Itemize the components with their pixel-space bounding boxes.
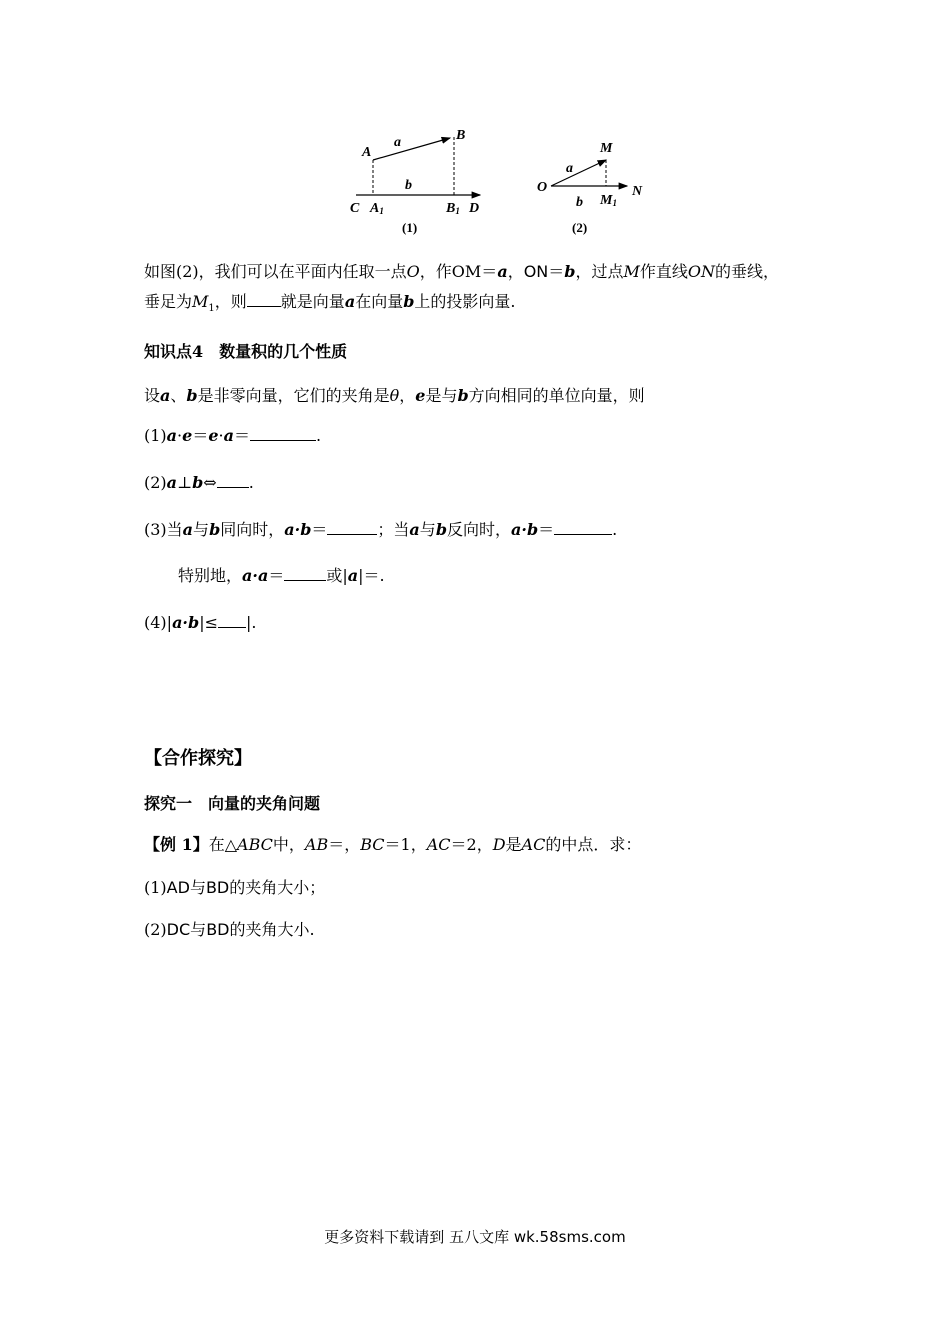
vector-a: a (166, 473, 178, 492)
segment-BC: BC (360, 835, 385, 854)
perp-symbol: ⊥ (177, 473, 193, 492)
vector-BD: BD (206, 920, 230, 939)
text: 与 (419, 520, 436, 539)
angle-theta: θ (389, 386, 400, 405)
text: ＝2， (450, 835, 493, 854)
text: 在向量 (355, 292, 404, 311)
section-heading: 【合作探究】 (144, 748, 252, 769)
label-N: N (632, 184, 643, 199)
label-O: O (537, 180, 548, 195)
vector-b: b (186, 386, 198, 405)
dot-product: a·a (242, 566, 269, 585)
vector-a: a (497, 262, 508, 281)
text: 在△ (208, 835, 238, 854)
equals: ＝ (538, 520, 555, 539)
text: |. (245, 613, 257, 632)
property-4 (144, 611, 256, 635)
text: |≤ (199, 613, 218, 632)
question-2 (144, 918, 315, 942)
text: |＝. (358, 566, 385, 585)
vector-e: e (415, 386, 426, 405)
vector-AD: AD (166, 878, 190, 897)
text: 方向相同的单位向量，则 (468, 386, 645, 405)
vector-b: b (457, 386, 469, 405)
equals: ＝ (234, 426, 251, 445)
text: 与 (189, 878, 206, 897)
text: 设 (144, 386, 161, 405)
equals: ＝ (268, 566, 285, 585)
vector-a: a (160, 386, 171, 405)
text: 或| (326, 566, 348, 585)
equals: ＝ (192, 426, 209, 445)
label-B1: B1 (446, 201, 460, 216)
segment-AC: AC (521, 835, 546, 854)
example-label: 【例 1】 (144, 835, 209, 854)
item-number: (1) (144, 426, 167, 445)
text: 与 (193, 520, 210, 539)
question-1 (144, 876, 325, 900)
label-C: C (350, 201, 360, 216)
explore-1-title: 探究一 向量的夹角问题 (144, 794, 321, 813)
label-A: A (362, 145, 372, 160)
segment-AC: AC (426, 835, 451, 854)
text: 是 (505, 835, 522, 854)
figure-1 (350, 128, 480, 235)
property-1 (144, 424, 321, 448)
text: ；当 (377, 520, 410, 539)
vector-a: a (166, 426, 178, 445)
vector-DC: DC (166, 920, 191, 939)
dot-symbol: · (177, 426, 183, 445)
vector-a: a (409, 520, 420, 539)
period: . (316, 426, 322, 445)
vector-a: a (347, 566, 359, 585)
text: ，则 (214, 292, 247, 311)
vector-b: b (192, 473, 204, 492)
example-1 (144, 833, 641, 857)
period: . (612, 520, 618, 539)
text: 的中点．求： (545, 835, 642, 854)
paragraph-projection-2 (144, 290, 515, 321)
vector-a: a (223, 426, 234, 445)
label-a2: a (566, 161, 573, 176)
text: 的夹角大小； (229, 878, 326, 897)
property-3 (144, 518, 617, 542)
vector-a: a (182, 520, 194, 539)
label-D: D (469, 201, 480, 216)
intro-line (144, 384, 645, 408)
text: ，ON＝ (507, 262, 565, 281)
label-A1: A1 (370, 201, 384, 216)
dot-symbol: · (218, 426, 224, 445)
point-D: D (492, 835, 506, 854)
blank-2 (217, 471, 249, 488)
segment-AB: AB (304, 835, 329, 854)
text: 如图(2)，我们可以在平面内任取一点 (144, 262, 407, 281)
label-b2: b (576, 195, 583, 210)
item-number: (4)| (144, 613, 173, 632)
blank-3c (284, 564, 326, 581)
text: 与 (190, 920, 207, 939)
vector-a-ab (373, 138, 450, 160)
text: ＝1， (384, 835, 427, 854)
caption-2: (2) (572, 220, 588, 235)
text: 是与 (425, 386, 458, 405)
vector-BD: BD (205, 878, 230, 897)
vector-e: e (182, 426, 193, 445)
vector-b: b (435, 520, 447, 539)
vector-b: b (564, 262, 576, 281)
text: ，作OM＝ (419, 262, 498, 281)
text: 特别地， (178, 566, 243, 585)
caption-1: (1) (402, 220, 418, 235)
blank-4 (218, 611, 246, 628)
blank-3a (327, 518, 377, 535)
point-M1: M (192, 292, 209, 311)
period: . (248, 473, 254, 492)
equals: ＝ (311, 520, 328, 539)
item-number: (2) (144, 473, 167, 492)
blank-3b (554, 518, 612, 535)
line-ON: ON (687, 262, 715, 281)
text: ，过点 (575, 262, 624, 281)
dot-product: a·b (172, 613, 200, 632)
label-a: a (394, 135, 401, 150)
label-M: M (600, 141, 613, 156)
property-2 (144, 471, 254, 495)
text: 、 (170, 386, 187, 405)
footer-download-link[interactable]: 更多资料下载请到 五八文库 wk.58sms.com (324, 1228, 626, 1246)
text: ＝， (328, 835, 361, 854)
vector-a: a (344, 292, 356, 311)
item-number: (3)当 (144, 520, 183, 539)
vector-a-om (551, 160, 606, 186)
label-M1: M1 (600, 193, 617, 208)
projection-figure (330, 118, 660, 246)
text: 作直线 (639, 262, 688, 281)
label-B: B (456, 128, 466, 143)
blank-projection (247, 290, 281, 307)
subscript: 1 (208, 303, 215, 315)
item-number: (1) (144, 878, 167, 897)
paragraph-projection-1 (144, 260, 779, 284)
triangle-ABC: ABC (237, 835, 273, 854)
text: 上的投影向量. (414, 292, 516, 311)
text: 的夹角大小. (229, 920, 315, 939)
vector-e: e (208, 426, 219, 445)
text: 就是向量 (280, 292, 345, 311)
text: 的垂线， (715, 262, 780, 281)
vector-b: b (403, 292, 415, 311)
dot-product: a·b (284, 520, 312, 539)
text: ， (399, 386, 416, 405)
text: 中， (272, 835, 305, 854)
property-3-special (178, 564, 385, 588)
text: 反向时， (447, 520, 512, 539)
label-b: b (405, 178, 412, 193)
knowledge-point-4-title: 知识点4 数量积的几个性质 (144, 342, 348, 361)
blank-1 (250, 424, 316, 441)
point-O: O (406, 262, 420, 281)
figure-2 (537, 141, 643, 235)
text: 是非零向量，它们的夹角是 (197, 386, 390, 405)
vector-b: b (209, 520, 221, 539)
iff-symbol: ⇔ (203, 473, 217, 492)
text: 同向时， (220, 520, 285, 539)
item-number: (2) (144, 920, 167, 939)
text: 垂足为 (144, 292, 193, 311)
dot-product: a·b (511, 520, 539, 539)
point-M: M (623, 262, 640, 281)
